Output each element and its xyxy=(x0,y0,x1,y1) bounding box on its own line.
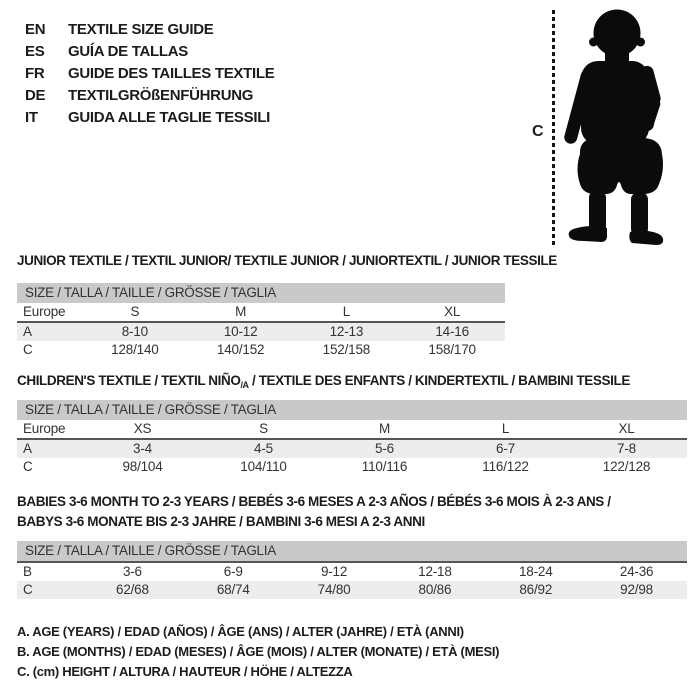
size-cell: L xyxy=(501,421,510,436)
section-title-children-post: / TEXTILE DES ENFANTS / KINDERTEXTIL / BAMBINI TESSILE xyxy=(248,373,630,388)
children-size-table xyxy=(17,400,687,476)
babies-size-table xyxy=(17,541,687,599)
section-title-children-sub: /A xyxy=(240,380,249,390)
size-cell: XL xyxy=(618,421,635,436)
height-measure-label: C xyxy=(532,123,544,140)
value-cell: 128/140 xyxy=(111,342,159,357)
value-cell: 12-13 xyxy=(329,324,364,339)
value-cell: 18-24 xyxy=(518,564,553,579)
footnote-b: B. AGE (MONTHS) / EDAD (MESES) / ÂGE (MOIS) / ALTER (MONATE) / ETÀ (MESI) xyxy=(17,644,500,659)
value-cell: 104/110 xyxy=(240,459,287,474)
value-cell: 122/128 xyxy=(602,459,651,474)
section-title-children-pre: CHILDREN'S TEXTILE / TEXTIL NIÑO xyxy=(17,373,241,388)
size-cell: M xyxy=(235,304,247,319)
table-row xyxy=(17,581,687,599)
value-cell: 4-5 xyxy=(254,441,273,456)
section-title-babies-line1: BABIES 3-6 MONTH TO 2-3 YEARS / BEBÉS 3-6 MESES A 2-3 AÑOS / BÉBÉS 3-6 MOIS À 2-3 ANS / xyxy=(17,494,611,509)
value-cell: 3-4 xyxy=(133,441,152,456)
lang-row-es xyxy=(25,41,274,63)
value-cell: 9-12 xyxy=(320,564,348,579)
value-cell: 80/86 xyxy=(418,582,452,597)
section-title-babies xyxy=(17,492,637,532)
lang-code: DE xyxy=(25,87,46,104)
lang-title: GUÍA DE TALLAS xyxy=(68,43,188,60)
size-cell: XL xyxy=(444,304,461,319)
table-row xyxy=(17,563,687,581)
row-label: Europe xyxy=(23,421,66,436)
lang-row-de xyxy=(25,85,274,107)
section-title-children xyxy=(17,373,630,393)
row-label: Europe xyxy=(23,304,66,319)
value-cell: 110/116 xyxy=(361,459,408,474)
footnote-c: C. (cm) HEIGHT / ALTURA / HAUTEUR / HÖHE / ALTEZZA xyxy=(17,664,353,679)
value-cell: 14-16 xyxy=(435,324,469,339)
language-title-list xyxy=(25,19,274,129)
value-cell: 92/98 xyxy=(620,582,653,597)
lang-title: GUIDA ALLE TAGLIE TESSILI xyxy=(68,109,270,126)
table-row xyxy=(17,440,687,458)
row-label: B xyxy=(23,564,32,579)
lang-row-en xyxy=(25,19,274,41)
row-label: A xyxy=(23,441,32,456)
value-cell: 152/158 xyxy=(322,342,371,357)
lang-title: GUIDE DES TAILLES TEXTILE xyxy=(68,65,275,82)
value-cell: 6-7 xyxy=(496,441,515,456)
value-cell: 12-18 xyxy=(418,564,452,579)
size-cell: S xyxy=(259,421,268,436)
section-title-junior: JUNIOR TEXTILE / TEXTIL JUNIOR/ TEXTILE JUNIOR / JUNIORTEXTIL / JUNIOR TESSILE xyxy=(17,253,557,268)
value-cell: 158/170 xyxy=(428,342,476,357)
value-cell: 24-36 xyxy=(619,564,654,579)
value-cell: 6-9 xyxy=(223,564,243,579)
size-header-bar: SIZE / TALLA / TAILLE / GRÖSSE / TAGLIA xyxy=(17,541,687,563)
junior-size-table xyxy=(17,283,505,359)
lang-row-it xyxy=(25,107,274,129)
value-cell: 7-8 xyxy=(617,441,636,456)
table-row xyxy=(17,420,687,440)
size-header-bar: SIZE / TALLA / TAILLE / GRÖSSE / TAGLIA xyxy=(17,283,505,303)
value-cell: 3-6 xyxy=(122,564,142,579)
toddler-silhouette xyxy=(560,0,700,250)
lang-row-fr xyxy=(25,63,274,85)
value-cell: 8-10 xyxy=(121,324,148,339)
footnote-a: A. AGE (YEARS) / EDAD (AÑOS) / ÂGE (ANS) / ALTER (JAHRE) / ETÀ (ANNI) xyxy=(17,624,464,639)
lang-title: TEXTILGRÖßENFÜHRUNG xyxy=(68,87,254,104)
value-cell: 74/80 xyxy=(317,582,351,597)
legend-footnotes xyxy=(17,622,499,682)
table-row xyxy=(17,458,687,476)
value-cell: 86/92 xyxy=(519,582,553,597)
size-cell: M xyxy=(378,421,391,436)
value-cell: 140/152 xyxy=(216,342,265,357)
row-label: C xyxy=(23,342,33,357)
value-cell: 98/104 xyxy=(122,459,163,474)
table-row xyxy=(17,303,505,323)
size-cell: S xyxy=(130,304,140,319)
table-row xyxy=(17,341,505,359)
lang-title: TEXTILE SIZE GUIDE xyxy=(68,21,214,38)
value-cell: 10-12 xyxy=(223,324,258,339)
section-title-babies-line2: BABYS 3-6 MONATE BIS 2-3 JAHRE / BAMBINI 3-6 MESI A 2-3 ANNI xyxy=(17,514,425,529)
size-header-bar: SIZE / TALLA / TAILLE / GRÖSSE / TAGLIA xyxy=(17,400,687,420)
height-measure-dashed-line xyxy=(552,10,555,248)
size-cell: XS xyxy=(133,421,152,436)
value-cell: 62/68 xyxy=(116,582,149,597)
value-cell: 68/74 xyxy=(216,582,250,597)
row-label: C xyxy=(23,459,33,474)
row-label: C xyxy=(23,582,33,597)
table-row xyxy=(17,323,505,341)
row-label: A xyxy=(23,324,32,339)
lang-code: IT xyxy=(25,109,38,126)
lang-code: FR xyxy=(25,65,45,82)
value-cell: 116/122 xyxy=(482,459,529,474)
lang-code: ES xyxy=(25,43,45,60)
value-cell: 5-6 xyxy=(375,441,394,456)
size-cell: L xyxy=(342,304,351,319)
lang-code: EN xyxy=(25,21,46,38)
